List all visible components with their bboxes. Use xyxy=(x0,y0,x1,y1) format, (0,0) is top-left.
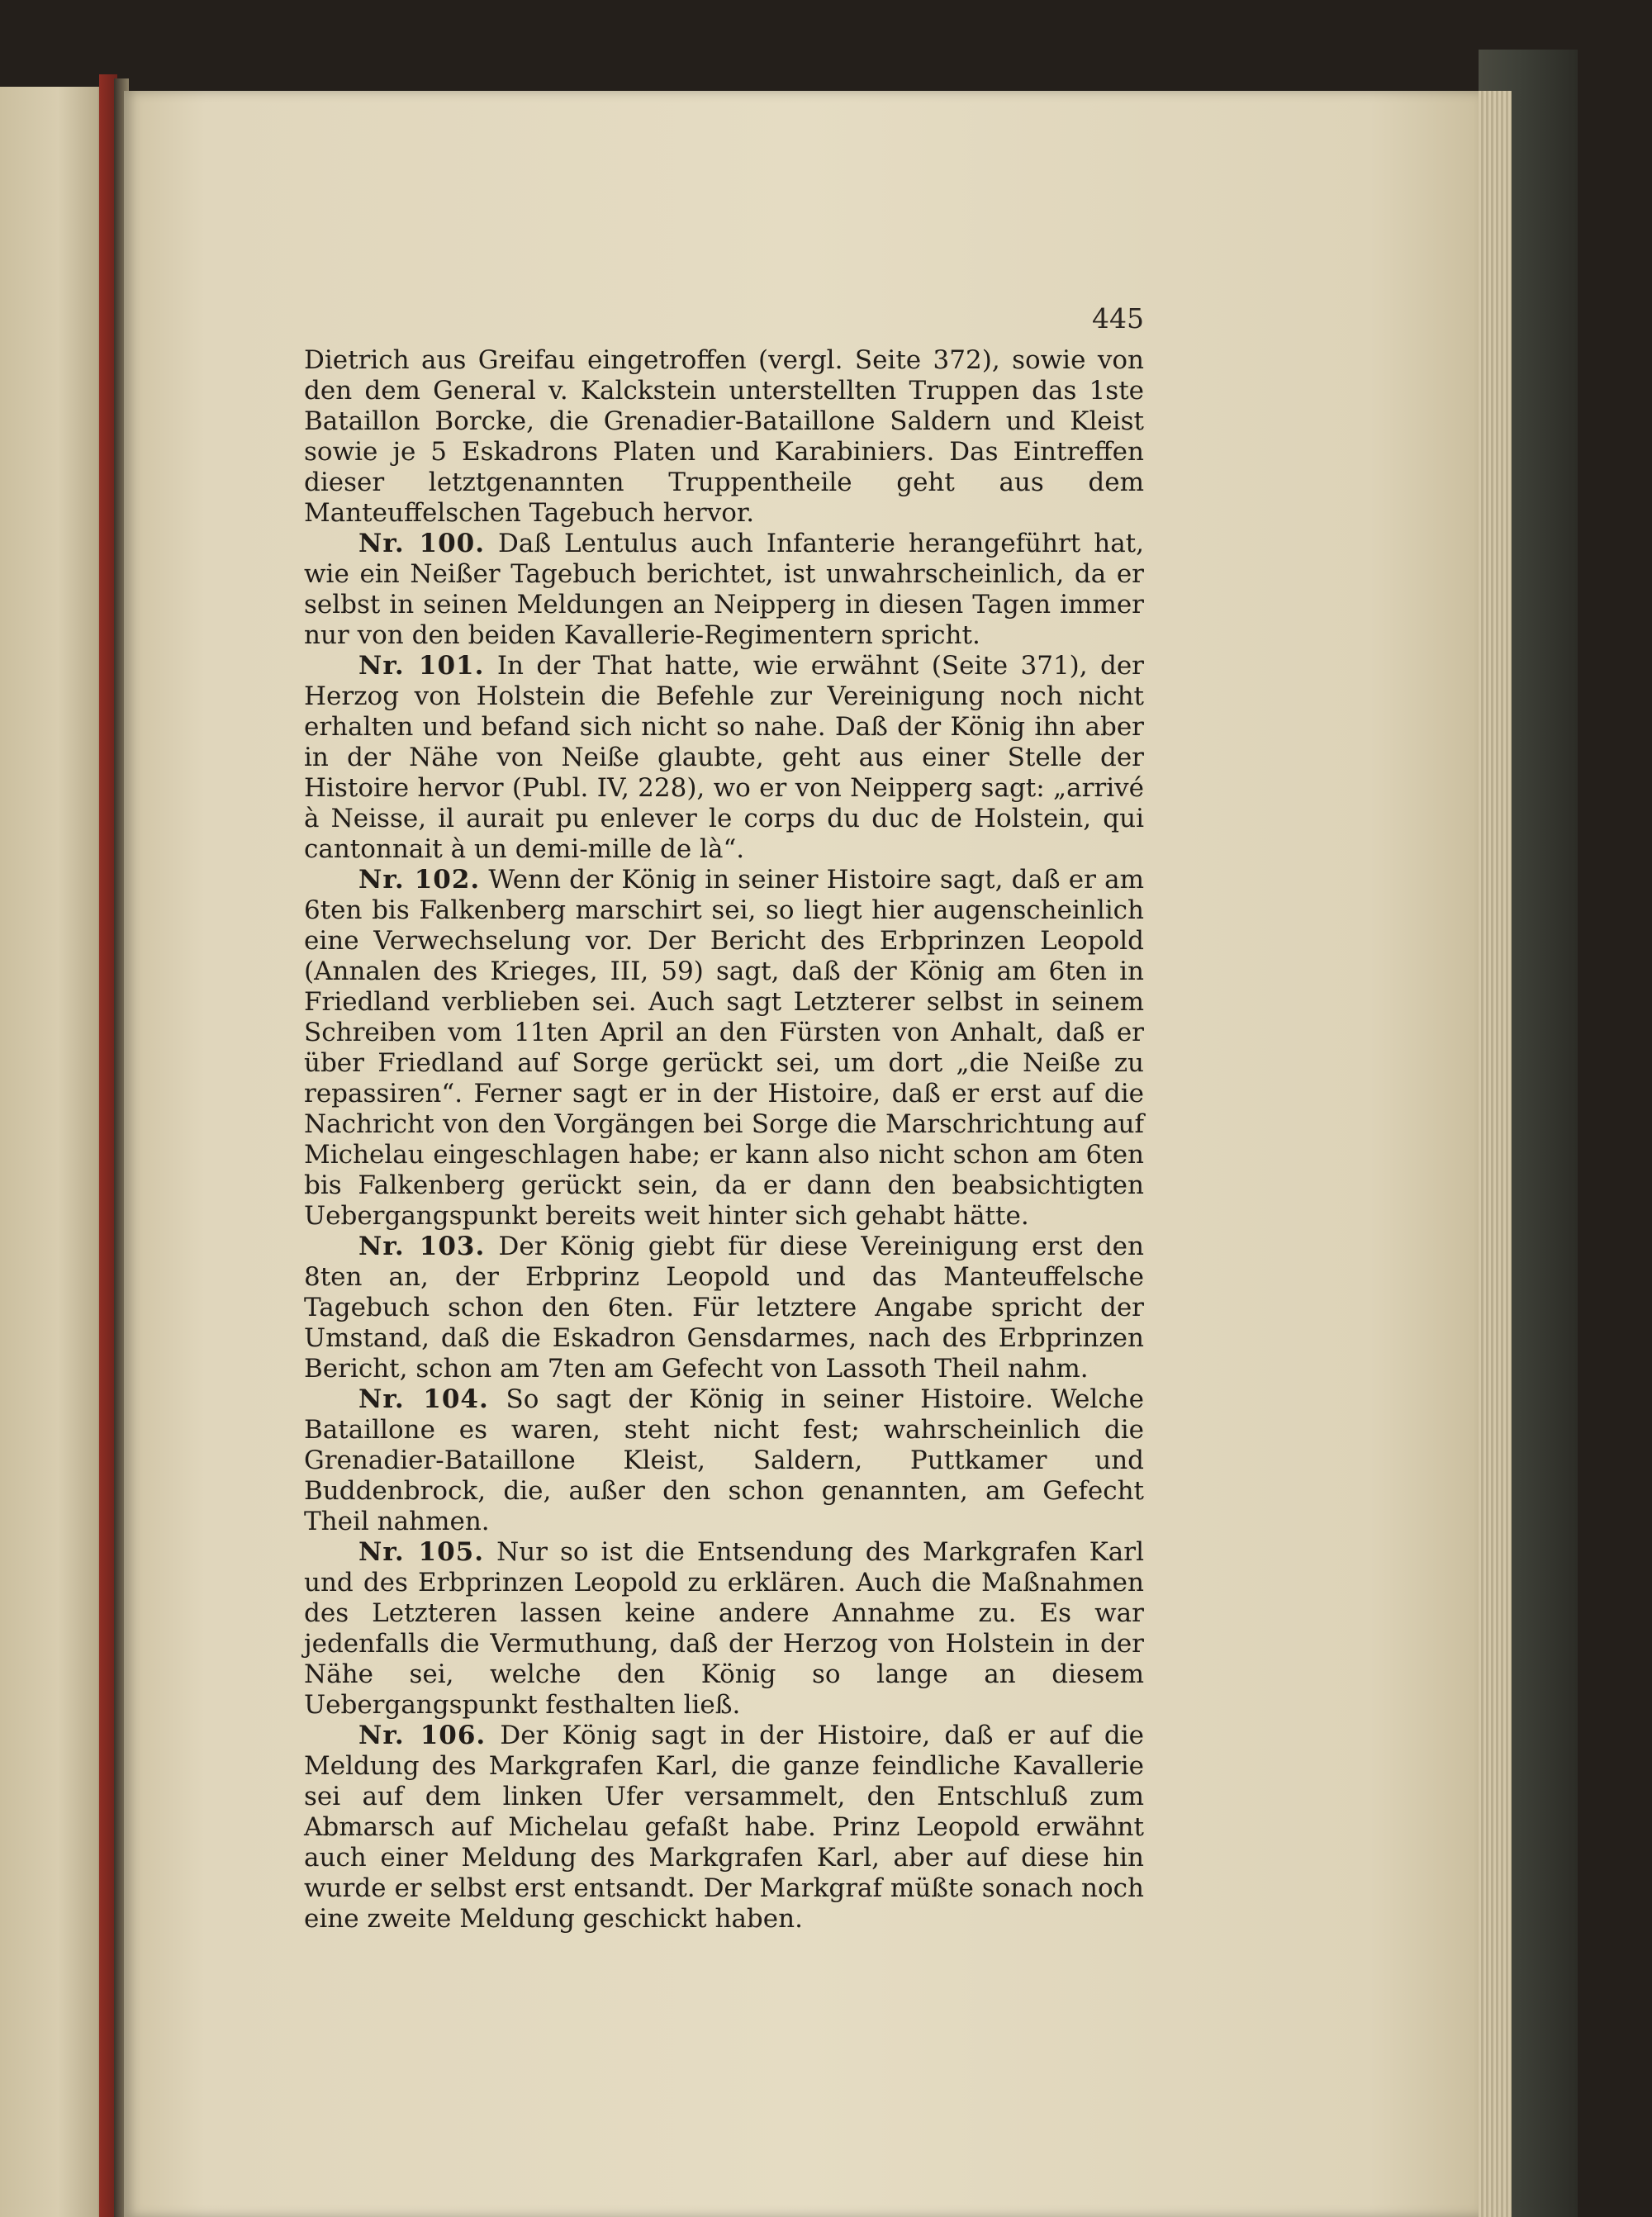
paragraph-text: Der König giebt für diese Vereinigung erst den 8ten an, der Erbprinz Leopold und das Manteuffelsche Tagebuch schon den 6ten. Für letztere Angabe spricht der Umstand, daß die Eskadron Gensdarmes, nach des Erbprinzen Bericht, schon am 7ten am Gefecht von Lassoth Theil nahm. xyxy=(304,1232,1144,1384)
note-number: Nr. 104. xyxy=(358,1384,489,1414)
note-number: Nr. 106. xyxy=(358,1721,487,1750)
paragraph xyxy=(304,651,1144,865)
paragraph-text: Wenn der König in seiner Histoire sagt, daß er am 6ten bis Falkenberg marschirt sei, so liegt hier augenscheinlich eine Verwechselung vor. Der Bericht des Erbprinzen Leopold (Annalen des Krieges, III, 59) sagt, daß der König am 6ten in Friedland verblieben sei. Auch sagt Letzterer selbst in seinem Schreiben vom 11ten April an den Fürsten von Anhalt, daß er über Friedland auf Sorge gerückt sei, um dort „die Neiße zu repassiren“. Ferner sagt er in der Histoire, daß er erst auf die Nachricht von den Vorgängen bei Sorge die Marschrichtung auf Michelau eingeschlagen habe; er kann also nicht schon am 6ten bis Falkenberg gerückt sein, da er dann den beabsichtigten Uebergangspunkt bereits weit hinter sich gehabt hätte. xyxy=(304,865,1144,1231)
paragraph-text: Daß Lentulus auch Infanterie herangeführt hat, wie ein Neißer Tagebuch berichtet, ist unwahrscheinlich, da er selbst in seinen Meldungen an Neipperg in diesen Tagen immer nur von den beiden Kavallerie-Regimentern spricht. xyxy=(304,529,1144,650)
paragraph-text: Nur so ist die Entsendung des Markgrafen Karl und des Erbprinzen Leopold zu erklären. Auch die Maßnahmen des Letzteren lassen keine andere Annahme zu. Es war jedenfalls die Vermuthung, daß der Herzog von Holstein in der Nähe sei, welche den König so lange an diesem Uebergangspunkt festhalten ließ. xyxy=(304,1537,1145,1720)
paragraph xyxy=(304,529,1144,651)
paragraph xyxy=(304,1721,1144,1935)
page-number: 445 xyxy=(1092,302,1144,335)
paragraph-text: In der That hatte, wie erwähnt (Seite 371), der Herzog von Holstein die Befehle zur Vereinigung noch nicht erhalten und befand sich nicht so nahe. Daß der König ihn aber in der Nähe von Neiße glaubte, geht aus einer Stelle der Histoire hervor (Publ. IV, 228), wo er von Neipperg sagt: „arrivé à Neisse, il aurait pu enlever le corps du duc de Holstein, qui cantonnait à un demi-mille de là“. xyxy=(304,651,1144,864)
note-number: Nr. 101. xyxy=(358,651,485,681)
note-number: Nr. 102. xyxy=(358,865,481,895)
note-number: Nr. 105. xyxy=(358,1537,485,1567)
paragraph xyxy=(304,1232,1144,1384)
page-text xyxy=(304,345,1144,1935)
paragraph xyxy=(304,1384,1144,1537)
left-page-edge xyxy=(0,87,106,2217)
paragraph xyxy=(304,345,1144,529)
note-number: Nr. 103. xyxy=(358,1232,486,1261)
paragraph-text: Der König sagt in der Histoire, daß er auf die Meldung des Markgrafen Karl, die ganze feindliche Kavallerie sei auf dem linken Ufer versammelt, den Entschluß zum Abmarsch auf Michelau gefaßt habe. Prinz Leopold erwähnt auch einer Meldung des Markgrafen Karl, aber auf diese hin wurde er selbst erst entsandt. Der Markgraf müßte sonach noch eine zweite Meldung geschickt haben. xyxy=(304,1721,1144,1934)
paragraph-text: So sagt der König in seiner Histoire. Welche Bataillone es waren, steht nicht fest; wahrscheinlich die Grenadier-Bataillone Kleist, Saldern, Puttkamer und Buddenbrock, die, außer den schon genannten, am Gefecht Theil nahmen. xyxy=(304,1384,1144,1536)
note-number: Nr. 100. xyxy=(358,529,486,558)
paragraph xyxy=(304,865,1144,1232)
paragraph xyxy=(304,1537,1144,1721)
paragraph-text: Dietrich aus Greifau eingetroffen (vergl. Seite 372), sowie von den dem General v. Kalckstein unterstellten Truppen das 1ste Bataillon Borcke, die Grenadier-Bataillone Saldern und Kleist sowie je 5 Eskadrons Platen und Karabiniers. Das Eintreffen dieser letztgenannten Truppentheile geht aus dem Manteuffelschen Tagebuch hervor. xyxy=(304,345,1144,528)
